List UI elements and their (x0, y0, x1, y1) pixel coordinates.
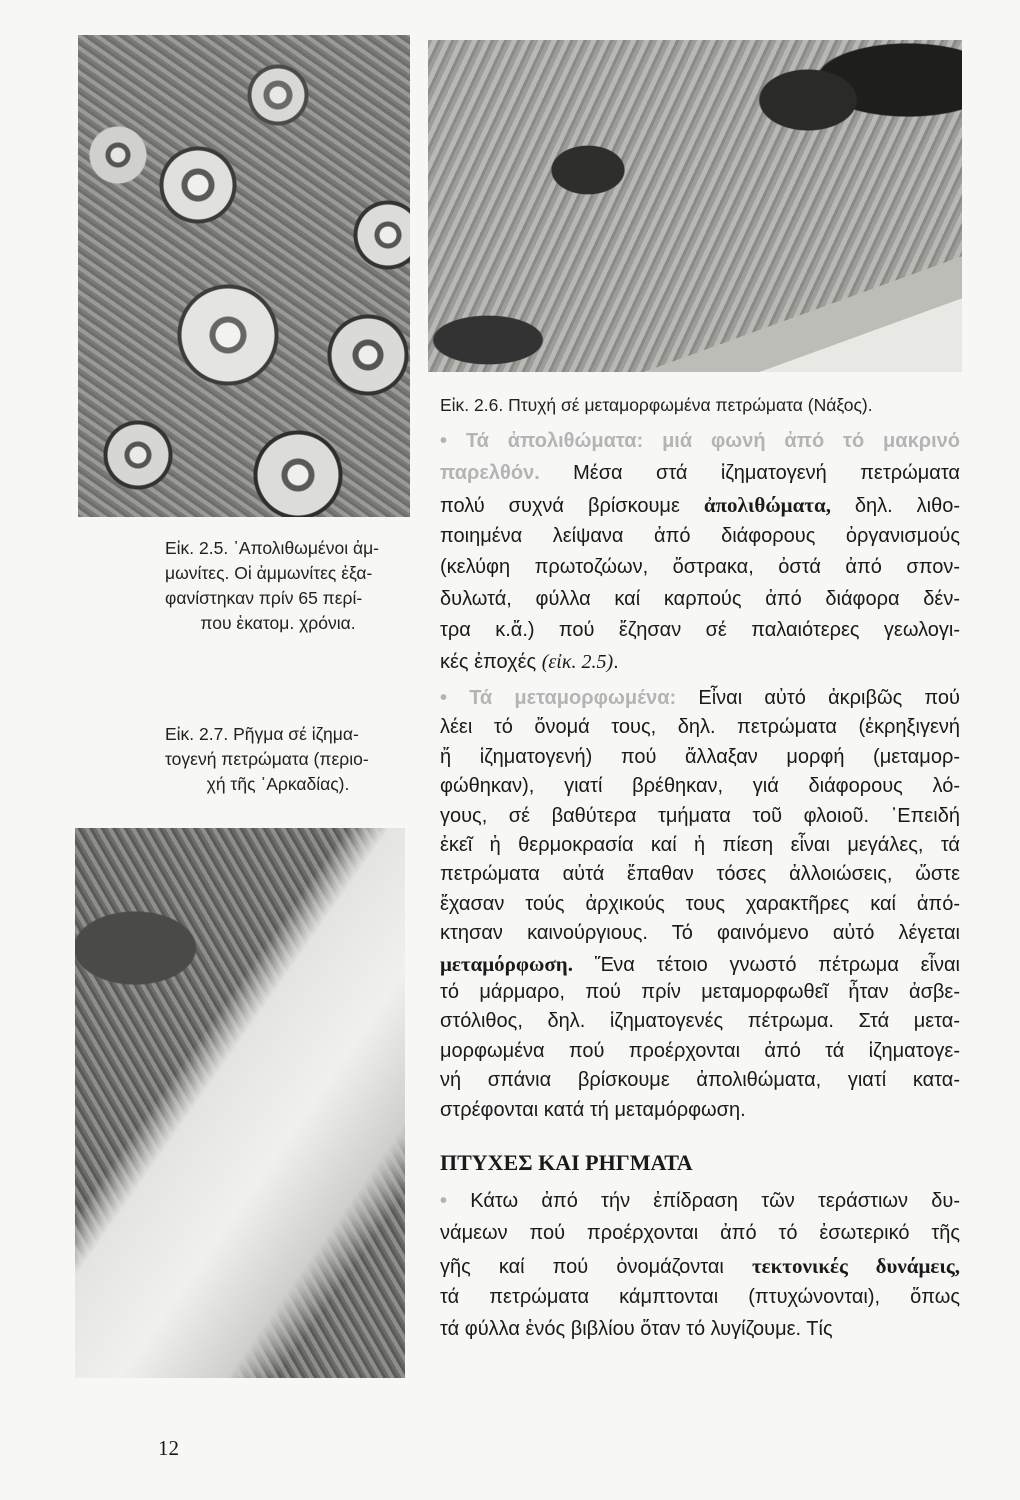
text-span: πολύ συχνά βρίσκουμε (440, 495, 704, 517)
caption-line: που ἑκατομ. χρόνια. (200, 613, 356, 633)
bold-term: τεκτονικές δυνάμεις, (751, 1254, 960, 1278)
text-line (440, 893, 960, 916)
text-line (440, 716, 960, 739)
text-line (440, 775, 960, 798)
text-span: φώθηκαν), γιατί βρέθηκαν, γιά διάφορους λό- (440, 775, 960, 798)
text-line (440, 651, 960, 674)
text-line (440, 1069, 960, 1092)
text-line (440, 834, 960, 857)
subheading-text: • Τά ἀπολιθώματα: μιά φωνή ἀπό τό μακρινό (440, 430, 960, 452)
bold-term: ἀπολιθώματα, (703, 493, 831, 517)
text-span: τό μάρμαρο, πού πρίν μεταμορφωθεῖ ἦταν ἀσβε- (440, 981, 960, 1003)
text-line (440, 619, 960, 642)
text-line (440, 430, 960, 453)
fault-arkadia-photo (75, 828, 405, 1378)
text-line (440, 746, 960, 769)
text-span: νάμεων πού προέρχονται ἀπό τό ἐσωτερικό τῆς (440, 1222, 960, 1244)
text-span: ἤ ἱζηματογενή) πού ἄλλαξαν μορφή (μεταμορ- (440, 745, 960, 768)
text-line (440, 1254, 960, 1279)
text-span: Κάτω ἀπό τήν ἐπίδραση τῶν τεράστιων δυ- (470, 1190, 960, 1212)
text-span: δυλωτά, φύλλα καί καρπούς ἀπό διάφορα δέν- (440, 587, 960, 610)
text-line (440, 863, 960, 886)
text-line (440, 1318, 960, 1341)
text-line (440, 1099, 960, 1122)
text-span: (κελύφη πρωτοζώων, ὄστρακα, ὀστά ἀπό σπον- (440, 556, 960, 578)
text-span: κτησαν καινούργιους. Τό φαινόμενο αὐτό λέγεται (440, 922, 960, 945)
text-span: ἔχασαν τούς ἀρχικούς τους χαρακτῆρες καί ἀπό- (440, 892, 960, 915)
text-line (440, 462, 960, 485)
text-span: στόλιθος, δηλ. ἱζηματογενές πέτρωμα. Στά μετα- (440, 1010, 960, 1033)
text-span: ἐκεῖ ἡ θερμοκρασία καί ἡ πίεση εἶναι μεγάλες, τά (440, 834, 960, 856)
text-span: λέει τό ὄνομά τους, δηλ. πετρώματα (ἐκρηξιγενή (440, 716, 960, 739)
text-line (440, 493, 960, 518)
text-span: . (613, 650, 619, 673)
text-span: γῆς καί πού ὀνομάζονται (440, 1256, 752, 1278)
text-line (440, 1222, 960, 1245)
text-line (440, 556, 960, 579)
caption-line: μωνίτες. Οἱ ἀμμωνίτες ἐξα- (165, 563, 373, 583)
text-span: τά φύλλα ἑνός βιβλίου ὅταν τό λυγίζουμε. Τίς (440, 1318, 833, 1340)
text-span: γους, σέ βαθύτερα τμήματα τοῦ φλοιοῦ. ᾿Επειδή (440, 804, 960, 827)
text-line (440, 1286, 960, 1309)
text-line (440, 588, 960, 611)
text-span: τρα κ.ἄ.) πού ἔζησαν σέ παλαιότερες γεωλογι- (440, 619, 960, 641)
fold-naxos-photo (428, 40, 962, 372)
text-span: νή σπάνια βρίσκουμε ἀπολιθώματα, γιατί κατα- (440, 1069, 960, 1092)
section-heading: ΠΤΥΧΕΣ ΚΑΙ ΡΗΓΜΑΤΑ (440, 1150, 693, 1175)
text-line (440, 981, 960, 1004)
text-line (440, 922, 960, 945)
page-number: 12 (158, 1436, 179, 1460)
caption-line: Εἰκ. 2.5. ᾿Απολιθωμένοι ἀμ- (165, 538, 379, 558)
text-span: τά πετρώματα κάμπτονται (πτυχώνονται), ὅπως (440, 1286, 960, 1308)
text-span: Εἶναι αὐτό ἀκριβῶς πού (676, 687, 960, 709)
text-span: μορφωμένα πού προέρχονται ἀπό τά ἱζηματογε- (440, 1039, 960, 1062)
text-span: ποιημένα λείψανα ἀπό διάφορους ὀργανισμούς (440, 524, 960, 547)
text-line (440, 805, 960, 828)
text-line (440, 525, 960, 548)
caption-line: τογενή πετρώματα (περιο- (165, 749, 369, 769)
text-line (440, 1010, 960, 1033)
text-line (440, 687, 960, 710)
subheading-text: • Τά μεταμορφωμένα: (440, 687, 677, 709)
caption-line: φανίστηκαν πρίν 65 περί- (165, 588, 363, 608)
ammonites-photo (78, 35, 410, 517)
caption-line: χή τῆς ᾿Αρκαδίας). (206, 774, 350, 794)
caption-line: Εἰκ. 2.6. Πτυχή σέ μεταμορφωμένα πετρώματα (Νάξος). (440, 395, 873, 415)
caption-line: Εἰκ. 2.7. Ρῆγμα σέ ἱζημα- (165, 724, 359, 744)
text-span: στρέφονται κατά τή μεταμόρφωση. (440, 1098, 746, 1121)
text-span: Ἕνα τέτοιο γνωστό πέτρωμα εἶναι (572, 953, 960, 976)
text-line (440, 1040, 960, 1063)
bold-term: μεταμόρφωση. (440, 951, 573, 976)
text-span: κές ἐποχές (440, 650, 542, 673)
figure-reference: (εἰκ. 2.5) (541, 650, 614, 673)
text-line (440, 952, 960, 977)
text-line (440, 1190, 960, 1213)
text-span: δηλ. λιθο- (830, 495, 960, 517)
text-span: πετρώματα αὐτά ἔπαθαν τόσες ἀλλοιώσεις, ὥστε (440, 863, 960, 886)
text-span: Μέσα στά ἱζηματογενή πετρώματα (539, 461, 960, 484)
subheading-text: • (440, 1190, 471, 1212)
subheading-text: παρελθόν. (440, 461, 540, 484)
